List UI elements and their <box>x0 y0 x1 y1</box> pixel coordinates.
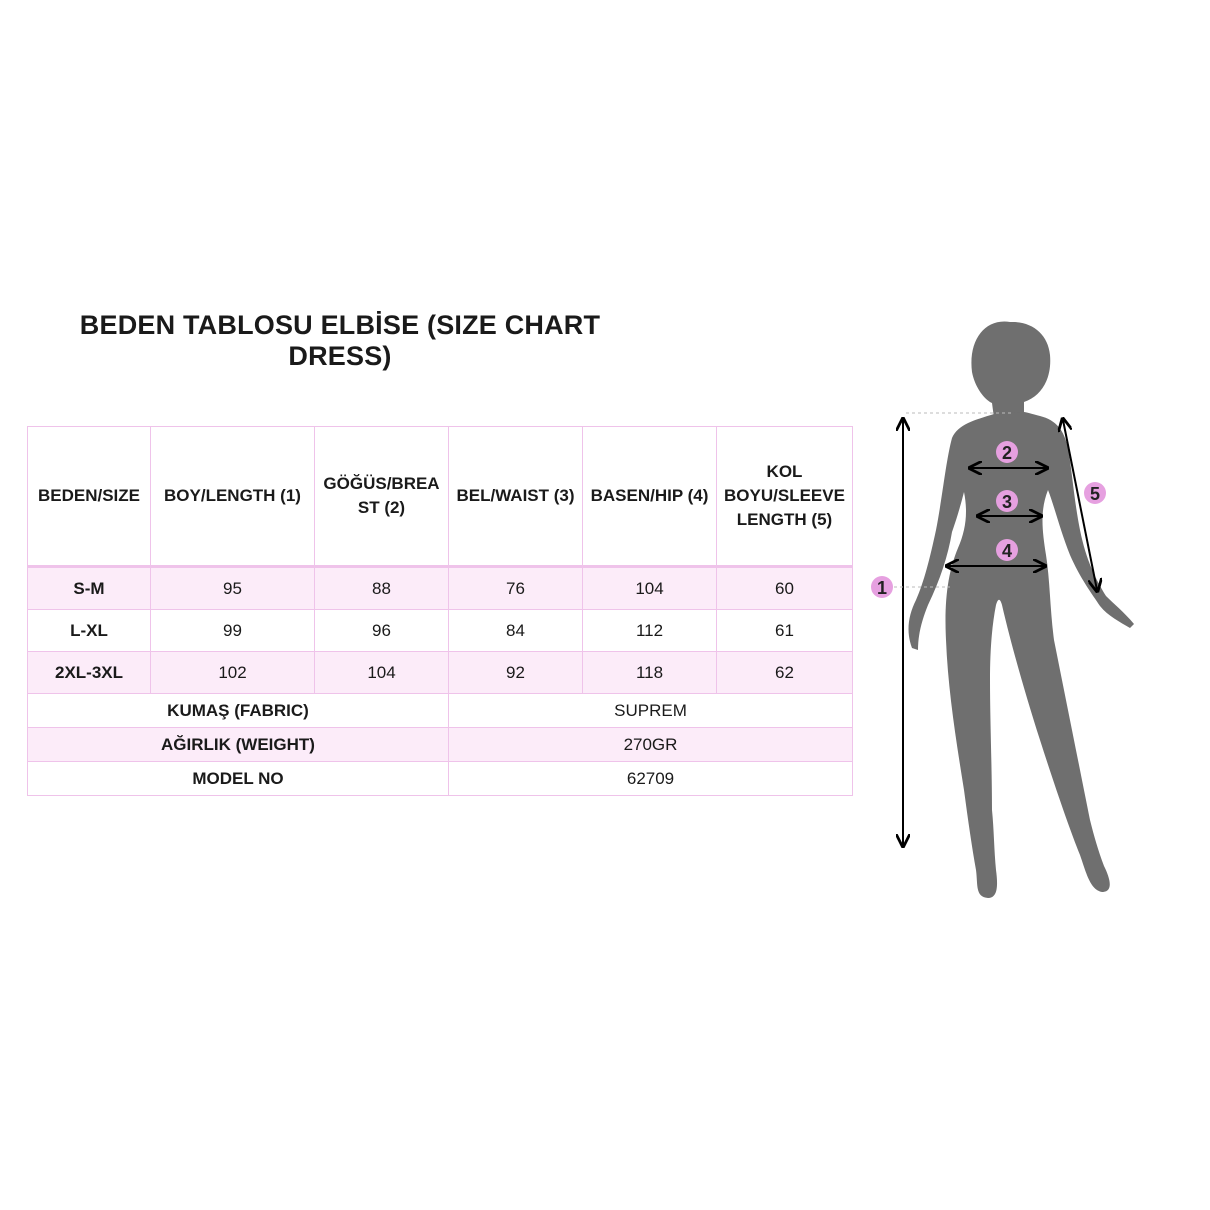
waist-cell: 92 <box>449 652 583 694</box>
table-header-row <box>28 427 853 567</box>
marker-3-label: 3 <box>1001 492 1013 512</box>
size-label: S-M <box>28 567 151 610</box>
breast-cell: 96 <box>315 610 449 652</box>
marker-4-label: 4 <box>1001 541 1013 561</box>
length-cell: 95 <box>151 567 315 610</box>
header-waist: BEL/WAIST (3) <box>449 427 583 567</box>
sleeve-cell: 60 <box>717 567 853 610</box>
marker-2 <box>996 441 1018 463</box>
sleeve-cell: 62 <box>717 652 853 694</box>
header-breast: GÖĞÜS/BREA ST (2) <box>315 427 449 567</box>
marker-4 <box>996 539 1018 561</box>
breast-cell: 88 <box>315 567 449 610</box>
fabric-value: SUPREM <box>449 694 853 728</box>
table-row <box>28 567 853 610</box>
size-label: L-XL <box>28 610 151 652</box>
header-length: BOY/LENGTH (1) <box>151 427 315 567</box>
marker-2-label: 2 <box>1001 443 1013 463</box>
marker-5-label: 5 <box>1089 484 1101 504</box>
header-sleeve: KOL BOYU/SLEEVE LENGTH (5) <box>717 427 853 567</box>
silhouette <box>909 322 1134 898</box>
marker-3 <box>996 490 1018 512</box>
hip-cell: 118 <box>583 652 717 694</box>
waist-cell: 76 <box>449 567 583 610</box>
waist-cell: 84 <box>449 610 583 652</box>
size-label: 2XL-3XL <box>28 652 151 694</box>
marker-1 <box>871 576 893 598</box>
header-size: BEDEN/SIZE <box>28 427 151 567</box>
breast-cell: 104 <box>315 652 449 694</box>
weight-value: 270GR <box>449 728 853 762</box>
header-hip: BASEN/HIP (4) <box>583 427 717 567</box>
model-label: MODEL NO <box>28 762 449 796</box>
info-row-weight <box>28 728 853 762</box>
length-cell: 102 <box>151 652 315 694</box>
info-row-model <box>28 762 853 796</box>
table-row <box>28 652 853 694</box>
table-row <box>28 610 853 652</box>
marker-1-label: 1 <box>876 578 888 598</box>
weight-label: AĞIRLIK (WEIGHT) <box>28 728 449 762</box>
fabric-label: KUMAŞ (FABRIC) <box>28 694 449 728</box>
length-cell: 99 <box>151 610 315 652</box>
model-value: 62709 <box>449 762 853 796</box>
page-title: BEDEN TABLOSU ELBİSE (SIZE CHART DRESS) <box>79 310 601 371</box>
info-row-fabric <box>28 694 853 728</box>
hip-cell: 104 <box>583 567 717 610</box>
hip-cell: 112 <box>583 610 717 652</box>
sleeve-cell: 61 <box>717 610 853 652</box>
size-chart-table <box>27 426 853 796</box>
body-measurement-figure <box>860 310 1160 910</box>
marker-5 <box>1084 482 1106 504</box>
